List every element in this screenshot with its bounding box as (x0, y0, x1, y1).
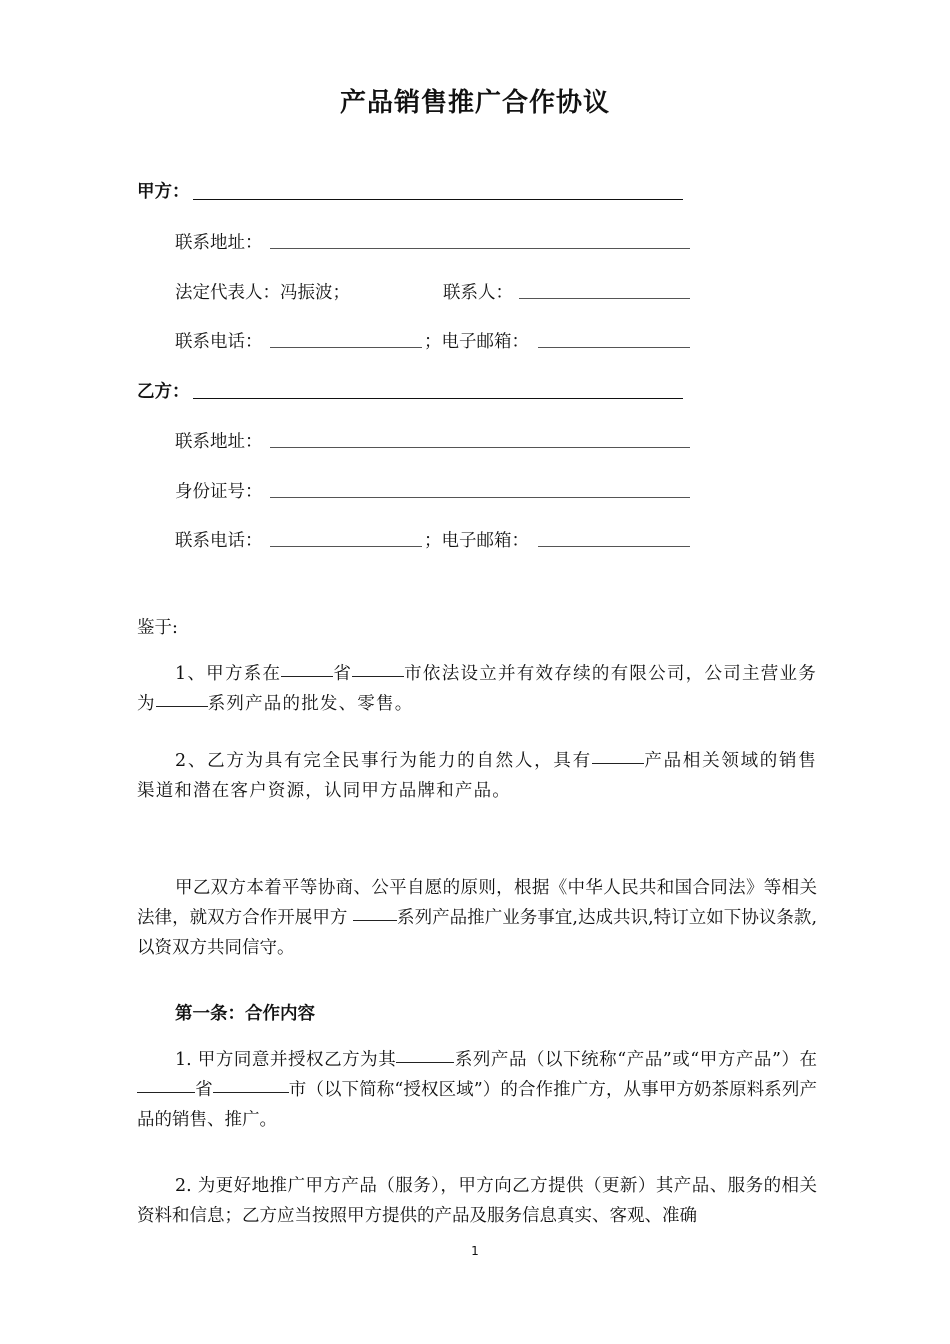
clause1-product-blank (396, 1061, 454, 1063)
document-title: 产品销售推广合作协议 (339, 88, 610, 118)
clause1-province-blank (137, 1091, 195, 1093)
article-1-heading: 第一条：合作内容 (175, 1004, 315, 1024)
party-a-phone-label: 联系电话： (175, 332, 263, 352)
party-a-legal-rep: 法定代表人：冯振波； (175, 283, 350, 303)
whereas-item-2: 2、乙方为具有完全民事行为能力的自然人，具有 产品相关领域的销售渠道和潜在客户资源，认同甲方品牌和产品。 (137, 751, 817, 801)
party-a-address-blank (270, 247, 690, 249)
product-series-blank (156, 705, 208, 707)
party-b-email-blank (538, 545, 690, 547)
party-a-label: 甲方： (137, 182, 190, 202)
party-b-id-blank (270, 496, 690, 498)
party-b-name-blank (193, 397, 683, 399)
city-blank (352, 675, 404, 677)
whereas-item-1: 1、甲方系在 省 市依法设立并有效存续的有限公司，公司主营业务为 系列产品的批发、零售。 (137, 664, 817, 714)
party-b-email-label: ；电子邮箱： (424, 531, 529, 551)
preamble-paragraph: 甲乙双方本着平等协商、公平自愿的原则，根据《中华人民共和国合同法》等相关法律，就双方合作开展甲方 系列产品推广业务事宜,达成共识,特订立如下协议条款,以资双方共同信守。 (137, 878, 818, 958)
party-b-id-label: 身份证号： (175, 482, 263, 502)
party-b-label: 乙方： (137, 382, 190, 402)
preamble-product-blank (353, 919, 397, 921)
article-1-clause-1: 1. 甲方同意并授权乙方为其 系列产品（以下统称“产品”或“甲方产品”）在省 市（以下简称“授权区域”）的合作推广方，从事甲方奶茶原料系列产品的销售、推广。 (137, 1050, 817, 1130)
province-blank (281, 675, 333, 677)
party-a-contact-label: 联系人： (443, 283, 513, 303)
party-a-address-label: 联系地址： (175, 233, 263, 253)
party-a-email-blank (538, 346, 690, 348)
article-1-clause-2: 2. 为更好地推广甲方产品（服务），甲方向乙方提供（更新）其产品、服务的相关资料和信息；乙方应当按照甲方提供的产品及服务信息真实、客观、准确 (137, 1176, 817, 1226)
party-a-contact-blank (519, 297, 690, 299)
party-b-address-label: 联系地址： (175, 432, 263, 452)
party-a-name-blank (193, 198, 683, 200)
party-b-phone-label: 联系电话： (175, 531, 263, 551)
party-b-address-blank (270, 446, 690, 448)
product-field-blank (592, 762, 644, 764)
party-b-phone-blank (270, 545, 422, 547)
party-a-phone-blank (270, 346, 422, 348)
whereas-heading: 鉴于: (137, 618, 178, 638)
clause1-city-blank (213, 1091, 289, 1093)
party-a-email-label: ；电子邮箱： (424, 332, 529, 352)
page-number: 1 (471, 1244, 479, 1258)
